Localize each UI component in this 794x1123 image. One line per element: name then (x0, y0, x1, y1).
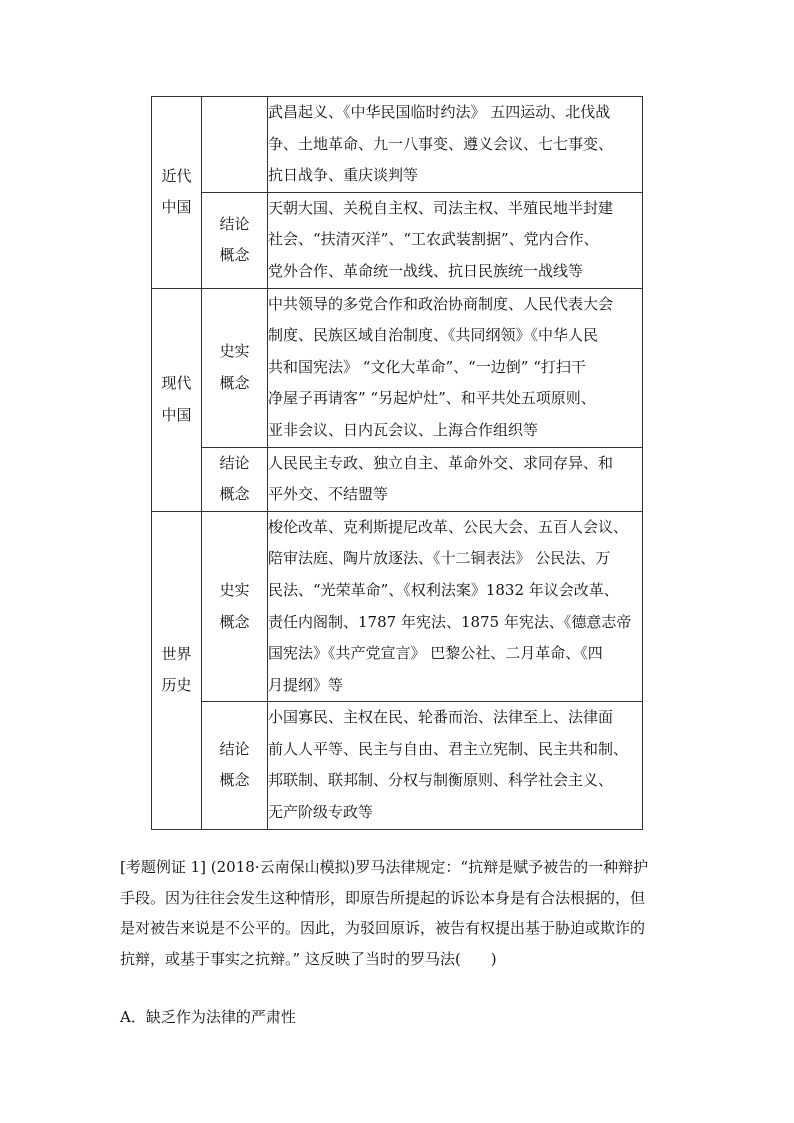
kind-conclusion: 结论 概念 (202, 447, 268, 511)
era-modern: 近代 中国 (152, 97, 202, 289)
exam-line: 抗辩，或基于事实之抗辩。” 这反映了当时的罗马法( ) (120, 950, 497, 969)
exam-line: [考题例证 1] (2018·云南保山模拟)罗马法律规定：“抗辩是赋予被告的一种辩护 (120, 858, 649, 876)
table-row (152, 447, 643, 511)
table-row (152, 192, 643, 288)
table-row (152, 511, 643, 702)
kind-conclusion: 结论 概念 (202, 192, 268, 288)
option-a: A．缺乏作为法律的严肃性 (120, 1008, 296, 1026)
content-world-facts: 梭伦改革、克利斯提尼改革、公民大会、五百人会议、 陪审法庭、陶片放逐法、《十二铜表法》 公民法、万 民法、“光荣革命”、《权利法案》1832 年议会改革、 责任内阁制、1787 年宪法、1875 年宪法、《德意志帝 国宪法》《共产党宣言》 巴黎公社、二月革命、《四 月提纲》等 (268, 511, 643, 702)
content-world-conclusions: 小国寡民、主权在民、轮番而治、法律至上、法律面 前人人平等、民主与自由、君主立宪制、民主共和制、 邦联制、联邦制、分权与制衡原则、科学社会主义、 无产阶级专政等 (268, 702, 643, 829)
table-row (152, 702, 643, 829)
content-modern-conclusions: 天朝大国、关税自主权、司法主权、半殖民地半封建 社会、“扶清灭洋”、“工农武装割据”、党内合作、 党外合作、革命统一战线、抗日民族统一战线等 (268, 192, 643, 288)
content-modern-facts: 武昌起义、《中华民国临时约法》 五四运动、北伐战 争、土地革命、九一八事变、遵义会议、七七事变、 抗日战争、重庆谈判等 (268, 97, 643, 193)
table-row (152, 97, 643, 193)
content-contemporary-conclusions: 人民民主专政、独立自主、革命外交、求同存异、和 平外交、不结盟等 (268, 447, 643, 511)
kind-blank (202, 97, 268, 193)
exam-line: 手段。因为往往会发生这种情形，即原告所提起的诉讼本身是有合法根据的，但 (120, 888, 646, 907)
kind-facts: 史实 概念 (202, 511, 268, 702)
content-contemporary-facts: 中共领导的多党合作和政治协商制度、人民代表大会 制度、民族区域自治制度、《共同纲领》《中华人民 共和国宪法》 “文化大革命”、“一边倒” “打扫干 净屋子再请客” “另起炉灶”、和平共处五项原则、 亚非会议、日内瓦会议、上海合作组织等 (268, 288, 643, 447)
kind-facts: 史实 概念 (202, 288, 268, 447)
exam-example (120, 852, 680, 975)
era-contemporary: 现代 中国 (152, 288, 202, 511)
concept-table (151, 96, 643, 830)
exam-line: 是对被告来说是不公平的。因此，为驳回原诉，被告有权提出基于胁迫或欺诈的 (120, 919, 646, 938)
table-row (152, 288, 643, 447)
kind-conclusion: 结论 概念 (202, 702, 268, 829)
era-world: 世界 历史 (152, 511, 202, 829)
